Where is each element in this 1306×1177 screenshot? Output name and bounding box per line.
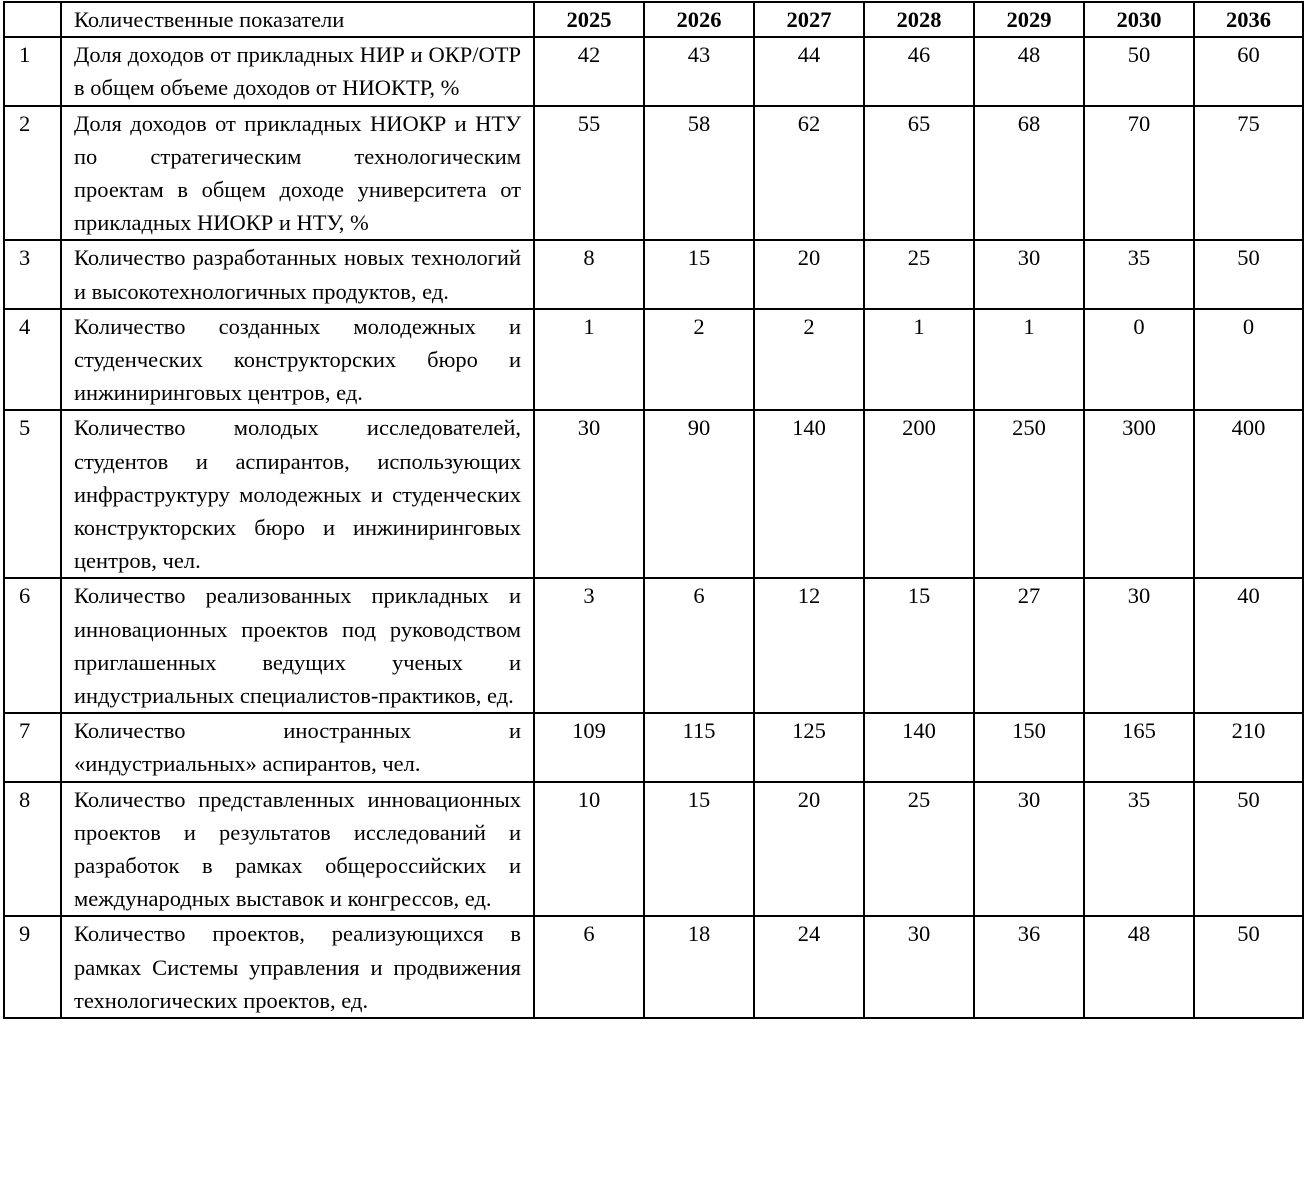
year-value-cell: 42: [534, 37, 644, 105]
year-value-cell: 62: [754, 106, 864, 241]
year-column-header: 2028: [864, 2, 974, 37]
year-value-cell: 43: [644, 37, 754, 105]
year-value-cell: 70: [1084, 106, 1194, 241]
table-row: [4, 782, 1303, 917]
row-number: 7: [4, 713, 61, 781]
year-value-cell: 1: [864, 309, 974, 411]
year-value-cell: 50: [1194, 782, 1303, 917]
year-value-cell: 30: [534, 410, 644, 578]
row-number: 8: [4, 782, 61, 917]
year-value-cell: 140: [864, 713, 974, 781]
indicator-name: Количество разработанных новых технологий и высокотехнологичных продуктов, ед.: [61, 240, 534, 308]
indicator-name: Доля доходов от прикладных НИР и ОКР/ОТР в общем объеме доходов от НИОКТР, %: [61, 37, 534, 105]
year-value-cell: 90: [644, 410, 754, 578]
year-value-cell: 30: [1084, 578, 1194, 713]
year-value-cell: 0: [1084, 309, 1194, 411]
year-value-cell: 40: [1194, 578, 1303, 713]
year-value-cell: 125: [754, 713, 864, 781]
year-value-cell: 115: [644, 713, 754, 781]
year-value-cell: 20: [754, 782, 864, 917]
year-value-cell: 165: [1084, 713, 1194, 781]
year-value-cell: 44: [754, 37, 864, 105]
year-value-cell: 50: [1084, 37, 1194, 105]
year-value-cell: 12: [754, 578, 864, 713]
year-value-cell: 25: [864, 240, 974, 308]
table-row: [4, 578, 1303, 713]
table-row: [4, 37, 1303, 105]
year-value-cell: 60: [1194, 37, 1303, 105]
year-column-header: 2036: [1194, 2, 1303, 37]
indicator-name: Количество представленных инновационных проектов и результатов исследований и разработок в рамках общероссийских и международных выставок и конгрессов, ед.: [61, 782, 534, 917]
year-value-cell: 25: [864, 782, 974, 917]
year-value-cell: 1: [974, 309, 1084, 411]
indicator-name: Количество созданных молодежных и студенческих конструкторских бюро и инжиниринговых центров, ед.: [61, 309, 534, 411]
year-value-cell: 75: [1194, 106, 1303, 241]
year-value-cell: 250: [974, 410, 1084, 578]
table-row: [4, 106, 1303, 241]
indicator-name: Количество иностранных и «индустриальных» аспирантов, чел.: [61, 713, 534, 781]
year-value-cell: 140: [754, 410, 864, 578]
row-number: 9: [4, 916, 61, 1018]
year-value-cell: 6: [534, 916, 644, 1018]
indicator-name: Количество реализованных прикладных и инновационных проектов под руководством приглашенных ведущих ученых и индустриальных специалистов-практиков, ед.: [61, 578, 534, 713]
row-number: 3: [4, 240, 61, 308]
table-row: [4, 916, 1303, 1018]
table-row: [4, 713, 1303, 781]
year-value-cell: 48: [974, 37, 1084, 105]
year-value-cell: 46: [864, 37, 974, 105]
year-value-cell: 20: [754, 240, 864, 308]
year-value-cell: 15: [644, 240, 754, 308]
year-column-header: 2027: [754, 2, 864, 37]
number-column-header: [4, 2, 61, 37]
table-row: [4, 309, 1303, 411]
year-value-cell: 55: [534, 106, 644, 241]
year-value-cell: 2: [644, 309, 754, 411]
year-value-cell: 300: [1084, 410, 1194, 578]
row-number: 5: [4, 410, 61, 578]
row-number: 1: [4, 37, 61, 105]
row-number: 4: [4, 309, 61, 411]
year-column-header: 2029: [974, 2, 1084, 37]
year-value-cell: 30: [974, 240, 1084, 308]
year-column-header: 2026: [644, 2, 754, 37]
indicator-name: Доля доходов от прикладных НИОКР и НТУ по стратегическим технологическим проектам в общем доходе университета от прикладных НИОКР и НТУ, %: [61, 106, 534, 241]
indicator-name: Количество молодых исследователей, студентов и аспирантов, использующих инфраструктуру молодежных и студенческих конструкторских бюро и инжиниринговых центров, чел.: [61, 410, 534, 578]
year-value-cell: 27: [974, 578, 1084, 713]
year-value-cell: 1: [534, 309, 644, 411]
year-value-cell: 8: [534, 240, 644, 308]
year-value-cell: 210: [1194, 713, 1303, 781]
year-value-cell: 2: [754, 309, 864, 411]
table-header-row: [4, 2, 1303, 37]
year-value-cell: 10: [534, 782, 644, 917]
year-column-header: 2030: [1084, 2, 1194, 37]
year-value-cell: 6: [644, 578, 754, 713]
year-value-cell: 30: [864, 916, 974, 1018]
indicator-column-header: Количественные показатели: [61, 2, 534, 37]
year-value-cell: 30: [974, 782, 1084, 917]
table-row: [4, 240, 1303, 308]
year-value-cell: 0: [1194, 309, 1303, 411]
year-value-cell: 15: [864, 578, 974, 713]
year-value-cell: 50: [1194, 916, 1303, 1018]
year-value-cell: 15: [644, 782, 754, 917]
year-value-cell: 50: [1194, 240, 1303, 308]
year-value-cell: 36: [974, 916, 1084, 1018]
year-value-cell: 48: [1084, 916, 1194, 1018]
year-column-header: 2025: [534, 2, 644, 37]
year-value-cell: 400: [1194, 410, 1303, 578]
indicators-table: [3, 1, 1304, 1019]
row-number: 6: [4, 578, 61, 713]
year-value-cell: 150: [974, 713, 1084, 781]
year-value-cell: 109: [534, 713, 644, 781]
indicator-name: Количество проектов, реализующихся в рамках Системы управления и продвижения технологических проектов, ед.: [61, 916, 534, 1018]
row-number: 2: [4, 106, 61, 241]
year-value-cell: 65: [864, 106, 974, 241]
year-value-cell: 58: [644, 106, 754, 241]
year-value-cell: 35: [1084, 782, 1194, 917]
year-value-cell: 68: [974, 106, 1084, 241]
year-value-cell: 18: [644, 916, 754, 1018]
year-value-cell: 24: [754, 916, 864, 1018]
year-value-cell: 3: [534, 578, 644, 713]
table-row: [4, 410, 1303, 578]
year-value-cell: 200: [864, 410, 974, 578]
year-value-cell: 35: [1084, 240, 1194, 308]
